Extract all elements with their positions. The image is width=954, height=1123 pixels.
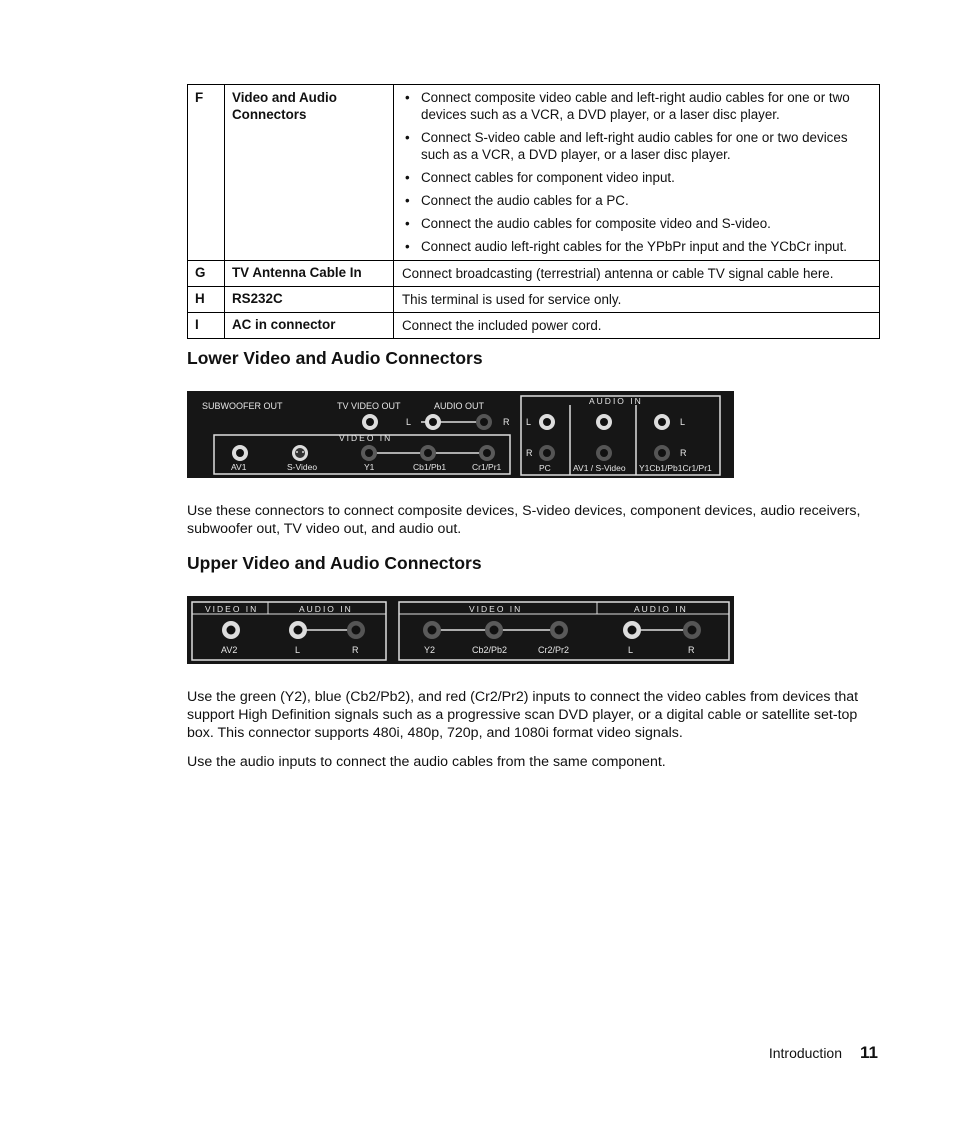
svideo-label: S-Video: [287, 462, 318, 472]
lower-paragraph: Use these connectors to connect composite devices, S-video devices, component devices, audio receivers, subwoofer out, TV video out, and audio out.: [187, 503, 861, 537]
av2-jack[interactable]: [222, 621, 240, 639]
row-key: I: [188, 313, 225, 339]
av2-audio-l-jack[interactable]: [289, 621, 307, 639]
upper-panel-drawing: [187, 596, 734, 664]
subwoofer-jack[interactable]: [362, 414, 378, 430]
row-name: AC in connector: [225, 313, 394, 339]
audio-out-l-jack[interactable]: [425, 414, 441, 430]
audio-out-r-label: R: [503, 417, 510, 427]
av1-svideo-label: AV1 / S-Video: [573, 463, 626, 473]
cb2-label: Cb2/Pb2: [472, 645, 508, 655]
hd-video-in-label: VIDEO IN: [469, 604, 523, 614]
av1-audio-r-jack[interactable]: [596, 445, 612, 461]
video-in-label: VIDEO IN: [339, 433, 393, 443]
audio-in-label: AUDIO IN: [589, 396, 643, 406]
subwoofer-label: SUBWOOFER OUT: [202, 401, 283, 411]
pc-label: PC: [539, 463, 551, 473]
row-name: Video and Audio Connectors: [225, 85, 394, 261]
table-row: [188, 85, 880, 261]
connector-table: [187, 84, 880, 339]
list-item: • Connect S-video cable and left-right audio cables for one or two devices such as a VCR, a DVD player, or a laser disc player.: [421, 129, 871, 163]
row-description: Connect broadcasting (terrestrial) antenna or cable TV signal cable here.: [394, 261, 880, 287]
hd-audio-r-jack[interactable]: [683, 621, 701, 639]
upper-audio-in-label: AUDIO IN: [299, 604, 353, 614]
bullet-list: [402, 89, 871, 255]
upper-paragraph-1: Use the green (Y2), blue (Cb2/Pb2), and red (Cr2/Pr2) inputs to connect the video cables from devices that support High Definition signals such as a progressive scan DVD player, or a digital cable or satellite set-top box. This connector supports 480i, 480p, 720p, and 1080i format video signals.: [187, 689, 859, 741]
row-description: This terminal is used for service only.: [394, 287, 880, 313]
lower-panel-drawing: [187, 391, 734, 478]
tv-video-out-label: TV VIDEO OUT: [337, 401, 401, 411]
cr1-label: Cr1/Pr1: [472, 462, 502, 472]
upper-paragraph-2: Use the audio inputs to connect the audio cables from the same component.: [187, 754, 666, 770]
lower-connector-panel: [187, 391, 734, 478]
av1-jack[interactable]: [232, 445, 248, 461]
list-item: • Connect the audio cables for composite video and S-video.: [421, 215, 871, 232]
y1-jack[interactable]: [361, 445, 377, 461]
pc-l-label: L: [526, 417, 532, 427]
upper-video-in-label: VIDEO IN: [205, 604, 259, 614]
y1-label: Y1: [364, 462, 375, 472]
av2-label: AV2: [221, 645, 238, 655]
row-key: F: [188, 85, 225, 261]
av2-audio-r-jack[interactable]: [347, 621, 365, 639]
hd-audio-l-jack[interactable]: [623, 621, 641, 639]
list-item: • Connect audio left-right cables for the YPbPr input and the YCbCr input.: [421, 238, 871, 255]
row-name: TV Antenna Cable In: [225, 261, 394, 287]
upper-r-label-left: R: [352, 645, 359, 655]
cb2-jack[interactable]: [485, 621, 503, 639]
cr1-jack[interactable]: [479, 445, 495, 461]
row-key: H: [188, 287, 225, 313]
audio-out-label: AUDIO OUT: [434, 401, 485, 411]
av1-label: AV1: [231, 462, 247, 472]
row-description: [394, 85, 880, 261]
table-row: [188, 261, 880, 287]
table-row: [188, 287, 880, 313]
hd-audio-in-label: AUDIO IN: [634, 604, 688, 614]
cr2-label: Cr2/Pr2: [538, 645, 570, 655]
upper-l-label-left: L: [295, 645, 301, 655]
svideo-jack[interactable]: [292, 445, 308, 461]
pc-audio-r-jack[interactable]: [539, 445, 555, 461]
page-footer: [769, 1043, 878, 1063]
list-item: • Connect composite video cable and left-right audio cables for one or two devices such as a VCR, a DVD player, or a laser disc player.: [421, 89, 871, 123]
y2-label: Y2: [424, 645, 436, 655]
upper-connectors-heading: Upper Video and Audio Connectors: [187, 553, 482, 573]
audio-out-l-label: L: [406, 417, 412, 427]
y1cb1cr1-label: Y1Cb1/Pb1Cr1/Pr1: [639, 463, 712, 473]
pc-r-label: R: [526, 448, 533, 458]
ycbcr-l-label: L: [680, 417, 686, 427]
ycbcr-audio-r-jack[interactable]: [654, 445, 670, 461]
cb1-jack[interactable]: [420, 445, 436, 461]
list-item: • Connect the audio cables for a PC.: [421, 192, 871, 209]
list-item: • Connect cables for component video input.: [421, 169, 871, 186]
y2-jack[interactable]: [423, 621, 441, 639]
page-number: 11: [860, 1043, 878, 1062]
row-key: G: [188, 261, 225, 287]
lower-connectors-heading: Lower Video and Audio Connectors: [187, 348, 483, 368]
footer-section: Introduction: [768, 1045, 843, 1061]
cr2-jack[interactable]: [550, 621, 568, 639]
ycbcr-r-label: R: [680, 448, 687, 458]
pc-audio-l-jack[interactable]: [539, 414, 555, 430]
upper-l-label-right: L: [628, 645, 634, 655]
row-description: Connect the included power cord.: [394, 313, 880, 339]
av1-audio-l-jack[interactable]: [596, 414, 612, 430]
audio-out-r-jack[interactable]: [476, 414, 492, 430]
upper-connector-panel: [187, 596, 734, 664]
upper-r-label-right: R: [688, 645, 695, 655]
table-row: [188, 313, 880, 339]
cb1-label: Cb1/Pb1: [413, 462, 447, 472]
ycbcr-audio-l-jack[interactable]: [654, 414, 670, 430]
row-name: RS232C: [225, 287, 394, 313]
